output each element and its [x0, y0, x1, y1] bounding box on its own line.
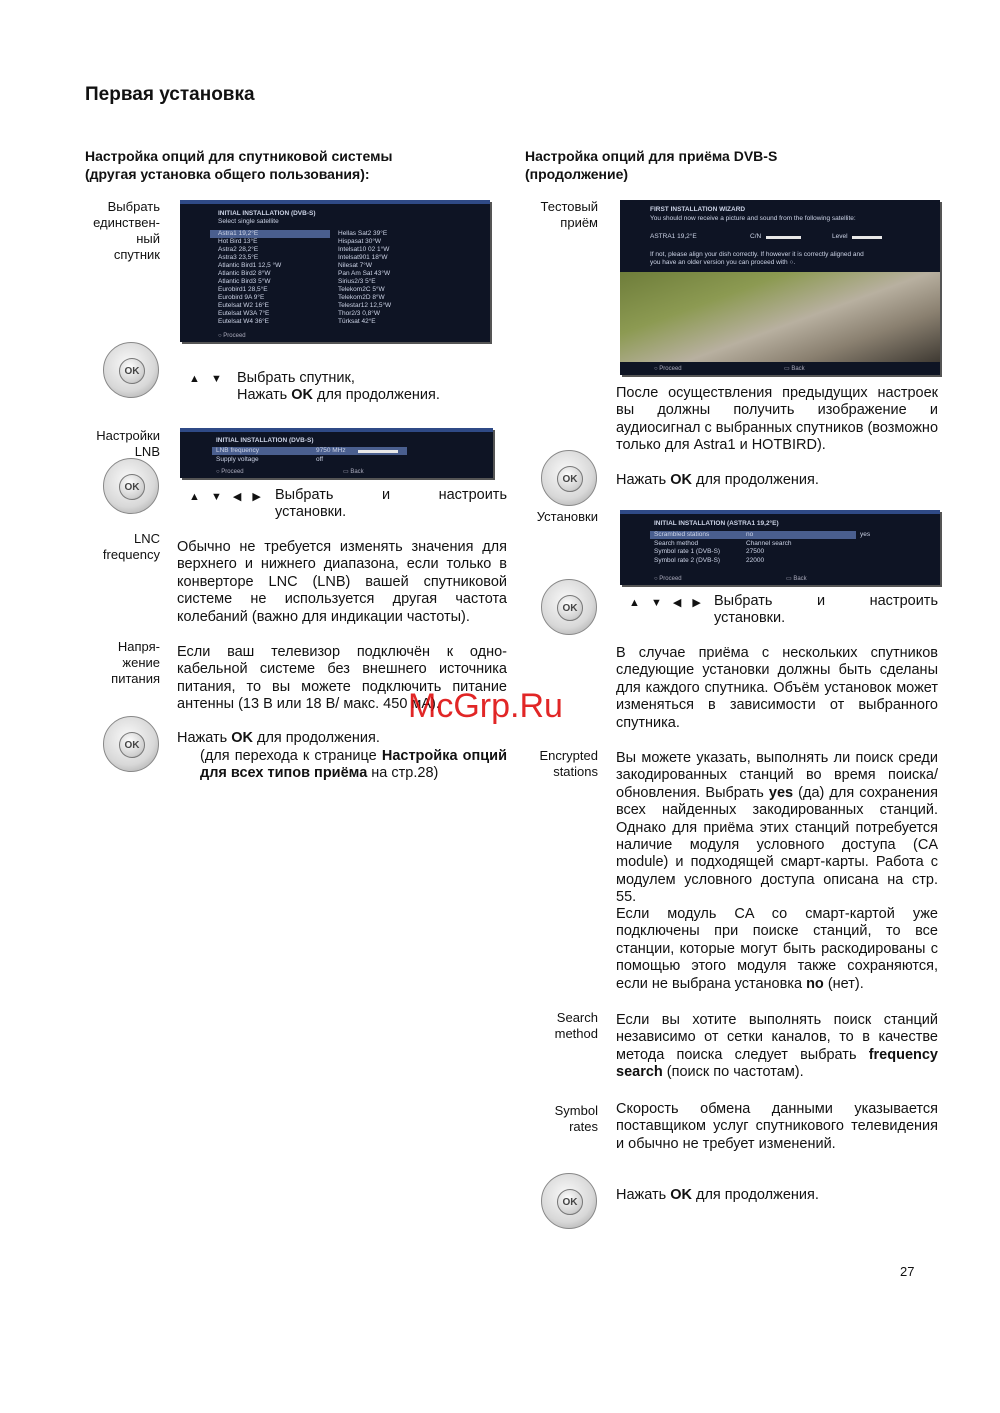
- watermark: McGrp.Ru: [408, 687, 563, 725]
- label-line: LNB: [134, 444, 160, 459]
- screen-title: FIRST INSTALLATION WIZARD: [650, 206, 746, 213]
- screen-title: INITIAL INSTALLATION (ASTRA1 19,2°E): [654, 520, 779, 527]
- footer-back: ▭ Back: [786, 576, 807, 582]
- label-line: Search: [556, 1010, 598, 1025]
- ok-button-icon: [103, 342, 159, 398]
- link-bold: Настройка опций для всех типов приёма: [200, 748, 507, 782]
- right-heading-line2: (продолжение): [525, 166, 629, 182]
- text: Back: [350, 469, 364, 475]
- satellite-list-item[interactable]: Astra3 23,5°E: [218, 254, 259, 261]
- footer-proceed: ○ Proceed: [650, 365, 686, 373]
- step1-line1: Выбрать спутник,: [237, 370, 355, 386]
- satellite-list-item[interactable]: Sirius2/3 5°E: [338, 278, 376, 285]
- screen-subtitle: Select single satellite: [218, 218, 279, 225]
- label-line: rates: [569, 1119, 598, 1134]
- step2-line1: [275, 487, 507, 504]
- search-method-paragraph: [616, 1012, 938, 1082]
- satellite-list-item[interactable]: Eutelsat W2 16°E: [218, 302, 270, 309]
- supply-voltage-label: Supply voltage: [216, 456, 259, 463]
- right-press-ok: [616, 472, 938, 489]
- text: настроить: [438, 487, 507, 503]
- arrow-up-down-icon: ▲ ▼: [189, 373, 226, 385]
- astra-settings-screen: [620, 510, 940, 585]
- label-supply-voltage: [80, 639, 160, 687]
- text: Нажать: [616, 1187, 671, 1203]
- text: Нажать: [177, 730, 232, 746]
- step1-text: [237, 370, 507, 405]
- arrow-four-way-icon: ▲ ▼ ◀ ▶: [189, 491, 265, 503]
- encrypted-paragraph-2: [616, 906, 938, 993]
- ok-button-icon: [541, 579, 597, 635]
- ok-button-icon: [541, 1173, 597, 1229]
- satellite-list-item[interactable]: Atlantic Bird1 12,5 °W: [218, 262, 282, 269]
- arrow-four-way-icon: ▲ ▼ ◀ ▶: [629, 597, 705, 609]
- label-line: stations: [553, 764, 598, 779]
- label-line: Настройки: [96, 428, 160, 443]
- test-reception-paragraph: После осуществления предыдущих настроек вы должны получить изображение и аудиосигнал с выбранных спутников (возможно только для Astra1 и HOTBIRD).: [616, 385, 939, 454]
- label-line: единствен-: [93, 215, 160, 230]
- settings-row-label[interactable]: Search method: [654, 539, 699, 547]
- ok-bold: OK: [670, 472, 692, 488]
- text: Выбрать: [714, 593, 773, 609]
- label-line: питания: [111, 671, 160, 686]
- ok-label: OK: [557, 595, 583, 621]
- label-test-reception: [518, 199, 598, 231]
- screen-line: You should now receive a picture and sound from the following satellite:: [650, 215, 856, 222]
- satellite-list-item[interactable]: Intelsat10 02 1°W: [338, 246, 390, 253]
- settings-row-label[interactable]: Symbol rate 1 (DVB-S): [654, 548, 721, 555]
- text: Back: [791, 366, 805, 372]
- satellite-list-item[interactable]: Astra1 19,2°E: [218, 230, 259, 237]
- text: Нажать: [616, 472, 671, 488]
- label-line: method: [554, 1026, 598, 1041]
- text: для продолжения.: [691, 1187, 819, 1203]
- satellite-list-item[interactable]: Eurobird1 28,5°E: [218, 286, 268, 293]
- label-lnb-settings: [80, 428, 160, 460]
- right-step-text: [714, 593, 938, 628]
- text: на стр.28): [367, 765, 439, 782]
- settings-row-value: 22000: [746, 556, 765, 564]
- text: для продолжения.: [252, 730, 380, 746]
- ok-label: OK: [119, 732, 145, 758]
- label-line: Encrypted: [539, 748, 598, 763]
- step-line1: [714, 593, 938, 610]
- text: Proceed: [659, 576, 682, 582]
- satellite-select-screen: [180, 200, 490, 342]
- step-line2: установки.: [714, 610, 786, 627]
- satellite-list-item[interactable]: Atlantic Bird3 5°W: [218, 278, 271, 285]
- label-line: Symbol: [554, 1103, 598, 1118]
- step2-text: [275, 487, 507, 522]
- ok-button-icon: [103, 458, 159, 514]
- satellite-list-item[interactable]: Astra2 28,2°E: [218, 246, 259, 253]
- label-line: LNC: [133, 531, 160, 546]
- no-bold: no: [806, 975, 824, 992]
- text: Если модуль CA со смарт-картой уже подключены при поиске станций, то все станции, которые могут быть раскодированы с помощью этого модуля также сохраняются, если не выбрана установка: [616, 906, 938, 992]
- right-final-step: [616, 1187, 938, 1204]
- right-heading: [525, 147, 777, 183]
- multi-satellite-paragraph: В случае приёма с нескольких спутников следующие установки должны быть сделаны для каждого спутника. Объём установок может изменяться в зависимости от выбранного спутника.: [616, 645, 938, 731]
- footer-proceed: ○ Proceed: [216, 469, 244, 475]
- satellite-list-item[interactable]: Telekom2D 8°W: [338, 294, 385, 301]
- frequency-search-bold: frequency search: [616, 1046, 938, 1081]
- satellite-list-item[interactable]: Telestar12 12,5°W: [338, 302, 392, 309]
- footer-back: ▭ Back: [343, 469, 364, 475]
- cn-label: C/N: [750, 233, 762, 240]
- page-number: 27: [900, 1264, 915, 1279]
- label-settings: Установки: [536, 509, 598, 524]
- label-line: frequency: [102, 547, 160, 562]
- ok-button-icon: [541, 450, 597, 506]
- satellite-list-item[interactable]: Telekom2C 5°W: [338, 286, 385, 293]
- label-line: ный: [136, 231, 160, 246]
- label-symbol-rates: [518, 1103, 598, 1135]
- satellite-list-item[interactable]: Atlantic Bird2 8°W: [218, 270, 271, 277]
- text: и: [816, 593, 826, 609]
- satellite-list-item[interactable]: Hot Bird 13°E: [218, 238, 258, 245]
- screen-line: you have an older version you can proceed with ○.: [650, 259, 796, 266]
- screen-footer: ○ Proceed: [218, 333, 246, 339]
- satellite-list-item[interactable]: Hispasat 30°W: [338, 238, 382, 245]
- satellite-list-col1: [218, 230, 281, 326]
- text: (да) для сохранения всех найденных закодированных станций. Однако для приёма этих станций потребуется наличие модуля условного доступа (CA module) и подходящей смарт-карты. Работа с модулем условного доступа описана на стр. 55.: [616, 784, 938, 906]
- text: для продолжения.: [691, 472, 819, 488]
- settings-row-value: 27500: [746, 548, 765, 555]
- label-encrypted-stations: [518, 748, 598, 780]
- footer-proceed: ○ Proceed: [654, 576, 682, 582]
- cn-bar: [766, 236, 801, 239]
- level-label: Level: [832, 233, 848, 240]
- left-heading-line2: (другая установка общего пользования):: [85, 166, 370, 182]
- satellite-list-item[interactable]: Türksat 42°E: [338, 318, 376, 325]
- frequency-slider: [358, 450, 398, 453]
- text: (нет).: [823, 975, 864, 992]
- settings-row-value: Channel search: [746, 539, 792, 547]
- dragonfly-photo: [620, 272, 940, 362]
- symbol-rates-paragraph: Скорость обмена данными указывается поставщиком услуг спутникового телевидения и обычно не требует изменений.: [616, 1101, 938, 1152]
- settings-row-value: no: [746, 531, 754, 538]
- voltage-paragraph: Если ваш телевизор подключён к одно-кабельной системе без внешнего источника питания, то вы можете подключить питание антенны (13 В или 18 В/ макс. 450 мА).: [177, 644, 507, 713]
- satellite-name: ASTRA1 19,2°E: [650, 233, 697, 240]
- label-line: Выбрать: [107, 199, 160, 214]
- left-heading: [85, 147, 392, 183]
- lnb-settings-screen: [180, 428, 493, 478]
- footer-proceed: Proceed: [223, 333, 246, 339]
- ok-label: OK: [119, 474, 145, 500]
- supply-voltage-value: off: [316, 456, 324, 463]
- footer-back: ▭ Back: [780, 365, 809, 373]
- ok-bold: OK: [291, 387, 313, 404]
- satellite-list-item[interactable]: Eurobird 9A 9°E: [218, 294, 265, 301]
- ok-bold: OK: [231, 730, 253, 746]
- settings-row-label[interactable]: Scrambled stations: [654, 531, 710, 538]
- lnc-paragraph: Обычно не требуется изменять значения для верхнего и нижнего диапазона, если только в конверторе LNC (LNB) вашей спутниковой системе не используется другая частота колебаний (важно для индикации частоты).: [177, 539, 507, 625]
- text: Выбрать: [275, 487, 334, 503]
- text: Proceed: [221, 469, 244, 475]
- ok-button-icon: [103, 716, 159, 772]
- satellite-list-item[interactable]: Intelsat901 18°W: [338, 254, 388, 261]
- text: (поиск по частотам).: [662, 1064, 804, 1081]
- lnb-frequency-label: LNB frequency: [216, 447, 259, 454]
- right-heading-line1: Настройка опций для приёма DVB-S: [525, 148, 778, 164]
- ok-label: OK: [119, 358, 145, 384]
- yes-bold: yes: [768, 784, 794, 801]
- text: (для перехода к странице: [200, 748, 382, 764]
- screen-title: INITIAL INSTALLATION (DVB-S): [216, 437, 314, 444]
- ok-bold: OK: [670, 1187, 692, 1203]
- encrypted-paragraph: [616, 750, 938, 907]
- text: Proceed: [659, 366, 682, 372]
- satellite-list-item[interactable]: Thor2/3 0,8°W: [338, 310, 380, 317]
- lnb-frequency-value: 9750 MHz: [316, 447, 346, 454]
- step1-line2: [237, 387, 507, 404]
- ok-label: OK: [557, 466, 583, 492]
- satellite-list-item[interactable]: Eutelsat W4 36°E: [218, 318, 270, 325]
- left-heading-line1: Настройка опций для спутниковой системы: [85, 148, 393, 164]
- left-final-note: [200, 748, 507, 783]
- settings-row-label[interactable]: Symbol rate 2 (DVB-S): [654, 556, 721, 564]
- label-line: Тестовый: [540, 199, 598, 214]
- text: Back: [793, 576, 807, 582]
- label-line: приём: [560, 215, 598, 230]
- satellite-list-col2: [338, 230, 391, 326]
- text: Нажать: [237, 387, 292, 404]
- text: Вы можете указать, выполнять ли поиск среди закодированных станций во время поиска/обновления. Выбрать: [616, 750, 938, 801]
- page-title: Первая установка: [85, 84, 255, 105]
- text: настроить: [869, 593, 938, 609]
- level-bar: [852, 236, 882, 239]
- satellite-list-item[interactable]: Hellas Sat2 39°E: [338, 230, 388, 237]
- satellite-list-item[interactable]: Nilesat 7°W: [338, 262, 373, 269]
- label-line: Напря-: [117, 639, 160, 654]
- satellite-list-item[interactable]: Pan Am Sat 43°W: [338, 270, 391, 277]
- label-select-satellite: [80, 199, 160, 263]
- screen-title: INITIAL INSTALLATION (DVB-S): [218, 210, 316, 217]
- screen-line: If not, please align your dish correctly. If however it is correctly aligned and: [650, 251, 864, 258]
- label-lnc-frequency: [80, 531, 160, 563]
- satellite-list-item[interactable]: Eutelsat W3A 7°E: [218, 310, 270, 317]
- text: и: [381, 487, 391, 503]
- test-reception-screen: [620, 200, 940, 375]
- label-line: жение: [122, 655, 160, 670]
- step2-line2: установки.: [275, 504, 347, 521]
- settings-row-extra: yes: [860, 531, 871, 538]
- left-final-step: [177, 730, 507, 747]
- ok-label: OK: [557, 1189, 583, 1215]
- label-line: спутник: [113, 247, 160, 262]
- text: для продолжения.: [312, 387, 440, 404]
- text: Если вы хотите выполнять поиск станций независимо от сетки каналов, то в качестве метода поиска следует выбрать: [616, 1012, 938, 1063]
- label-search-method: [518, 1010, 598, 1042]
